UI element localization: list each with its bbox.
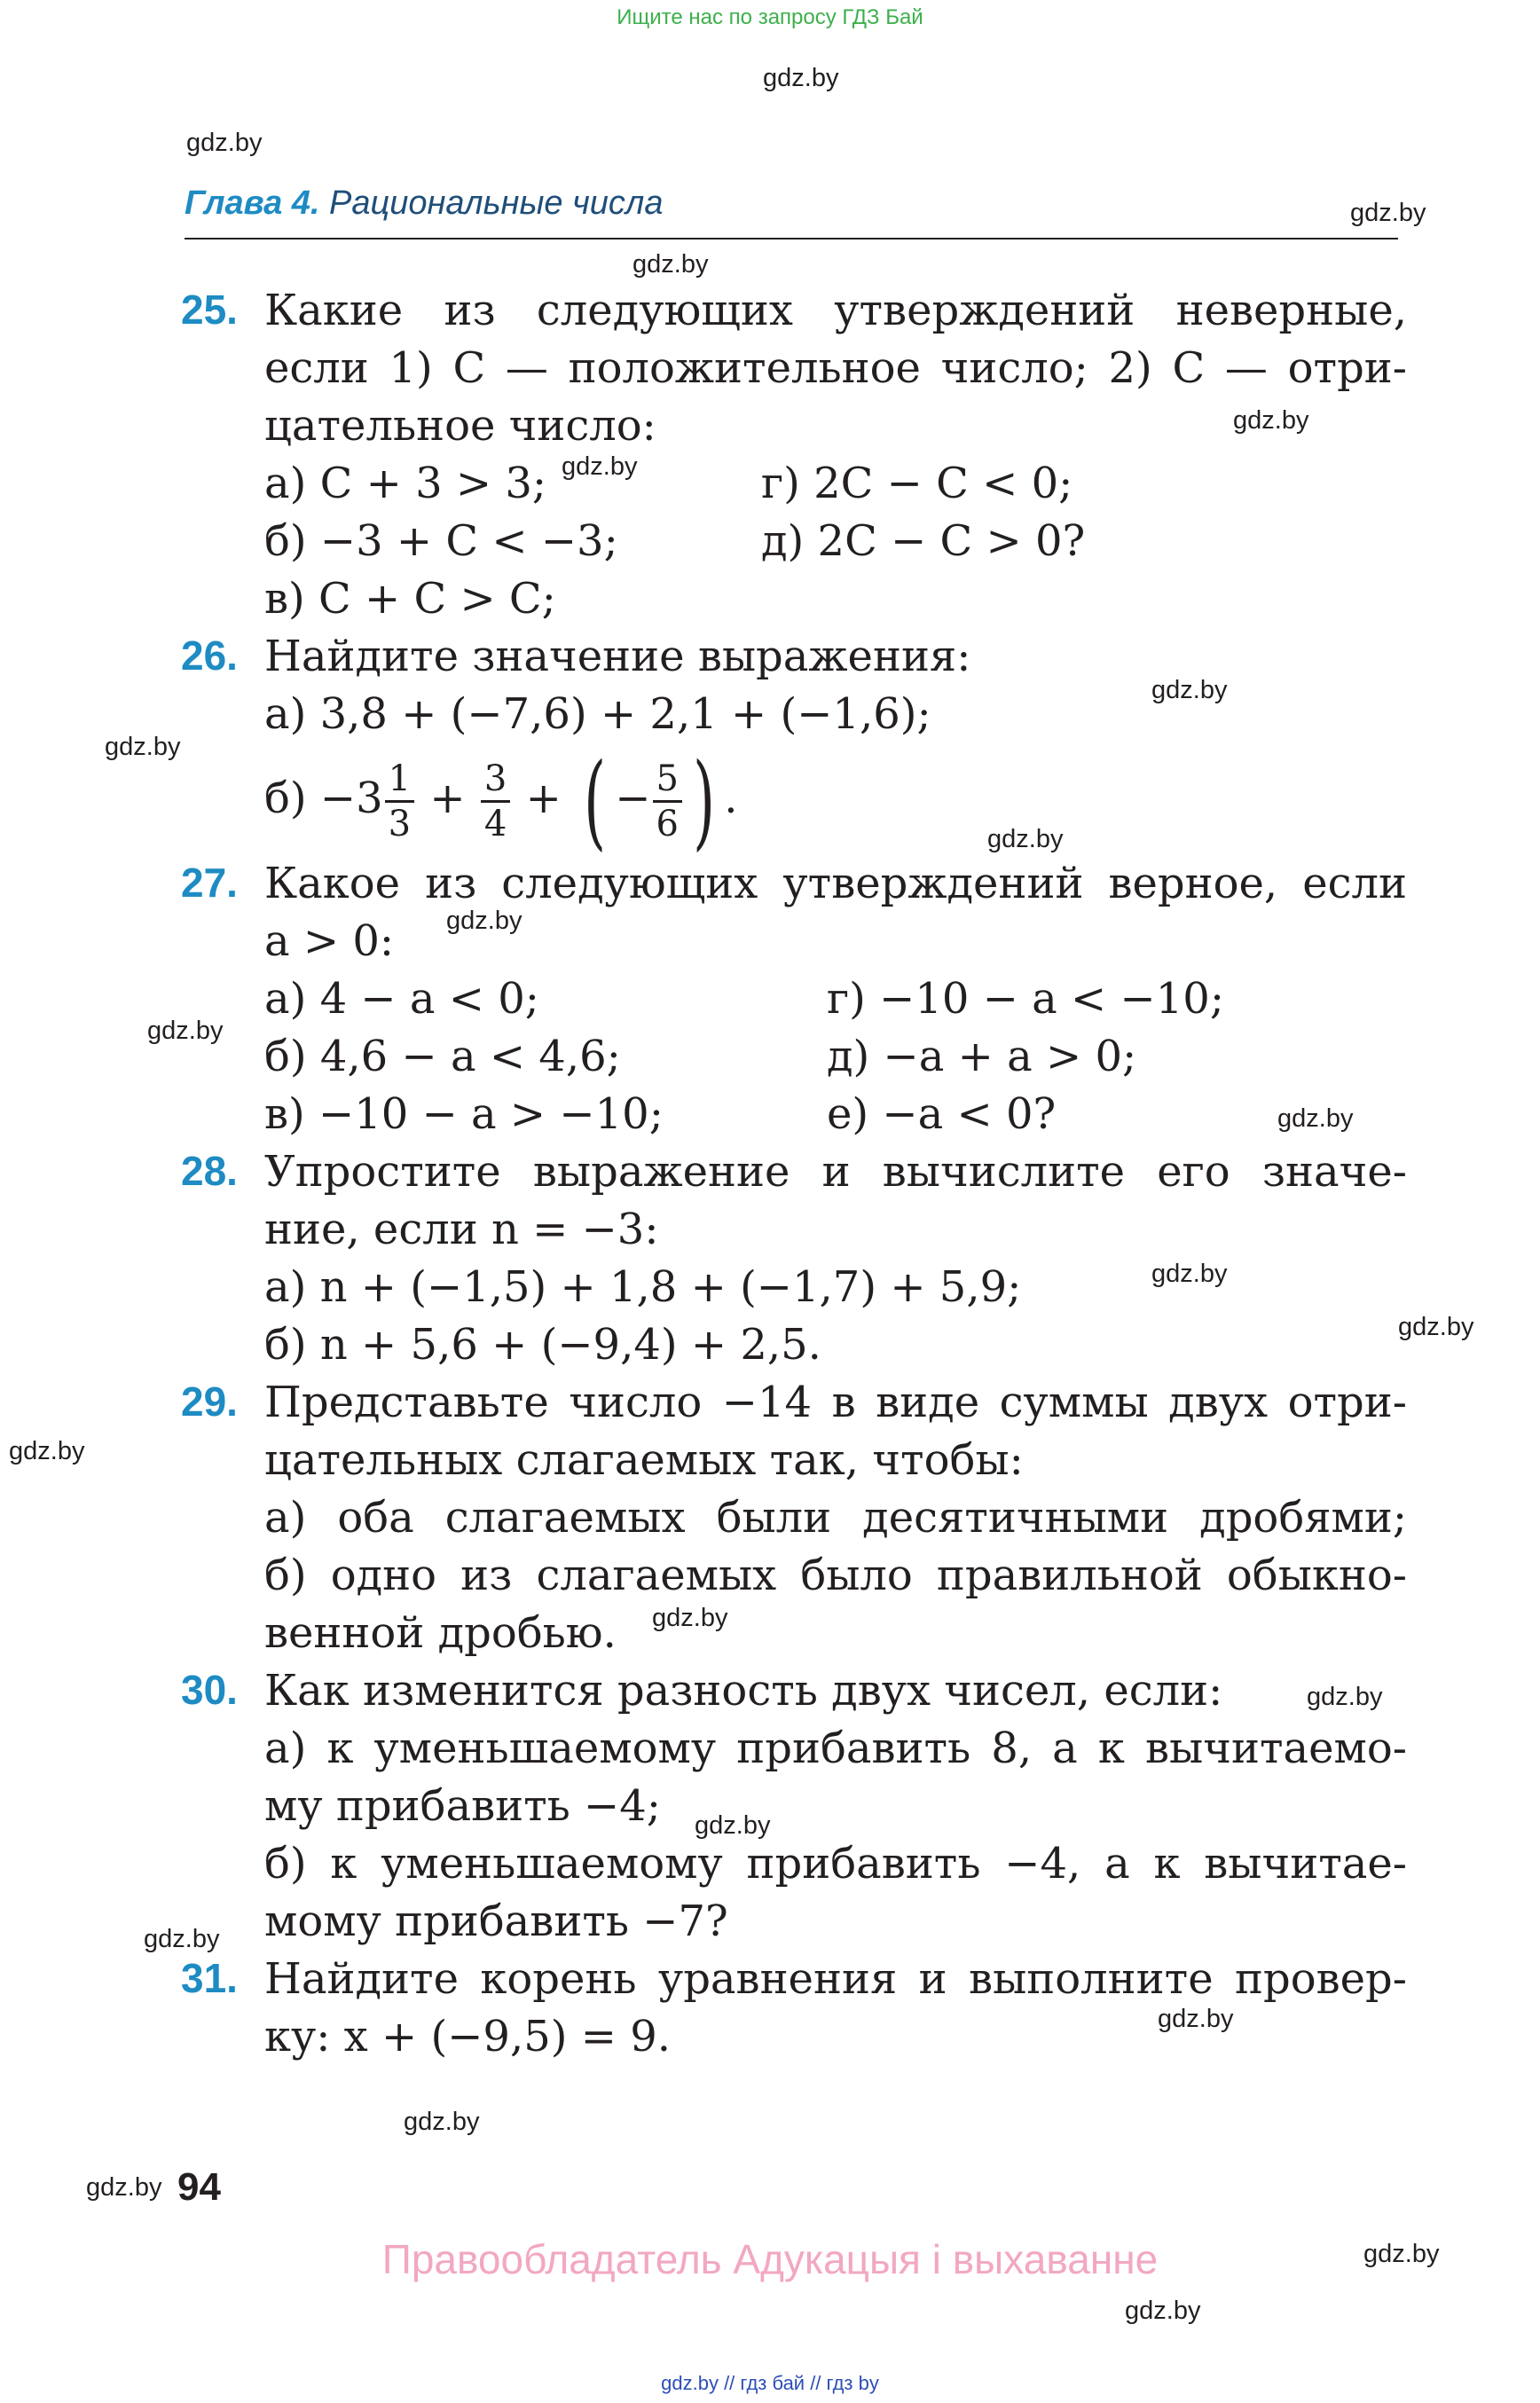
answer-option: а) C + 3 > 3; [264, 459, 547, 508]
watermark: gdz.by [9, 1437, 85, 1465]
watermark: gdz.by [186, 129, 263, 157]
answer-option: б) n + 5,6 + (−9,4) + 2,5. [264, 1320, 821, 1370]
expression-fractions [264, 741, 738, 861]
right-paren: ) [693, 741, 716, 861]
problem-number: 29. [181, 1378, 238, 1425]
problem-number: 30. [181, 1667, 238, 1713]
watermark: gdz.by [987, 825, 1064, 853]
problem-text: цательное число: [264, 401, 656, 451]
problem-text: мому прибавить −7? [264, 1896, 728, 1946]
watermark: gdz.by [1363, 2240, 1440, 2268]
problem-text: Какое из следующих утверждений верное, если [264, 859, 1407, 908]
problem-text: а) оба слагаемых были десятичными дробями; [264, 1493, 1407, 1543]
watermark: gdz.by [147, 1017, 224, 1045]
fraction [653, 758, 682, 845]
answer-option: а) 3,8 + (−7,6) + 2,1 + (−1,6); [264, 689, 931, 739]
watermark: gdz.by [562, 452, 638, 481]
fraction [385, 758, 414, 845]
watermark: gdz.by [105, 733, 181, 761]
rights-holder: Правообладатель Адукацыя і выхаванне [381, 2236, 1159, 2282]
problem-number: 27. [181, 860, 238, 906]
problem-text: венной дробью. [264, 1608, 617, 1658]
chapter-heading [185, 185, 663, 223]
problem-number: 31. [181, 1955, 238, 2001]
watermark: gdz.by [1233, 406, 1309, 435]
footer-links[interactable]: gdz.by // гдз бай // гдз by [661, 2372, 879, 2394]
mixed-number-whole: б) −3 [264, 774, 383, 823]
watermark: gdz.by [1350, 199, 1426, 227]
watermark: gdz.by [1398, 1313, 1474, 1341]
numerator: 3 [481, 758, 510, 803]
problem-text: цательных слагаемых так, чтобы: [264, 1435, 1024, 1485]
problem-number: 28. [181, 1148, 238, 1194]
numerator: 1 [385, 758, 414, 803]
answer-option: в) C + C > C; [264, 574, 556, 624]
answer-option: д) −a + a > 0; [827, 1032, 1137, 1081]
watermark: gdz.by [404, 2108, 480, 2136]
problem-text: a > 0: [264, 916, 395, 966]
denominator: 3 [388, 804, 412, 844]
watermark: gdz.by [1307, 1683, 1383, 1711]
chapter-title: Рациональные числа [329, 185, 664, 222]
watermark: gdz.by [144, 1925, 220, 1953]
problem-text: ку: x + (−9,5) = 9. [264, 2012, 672, 2061]
watermark: gdz.by [1151, 676, 1228, 704]
problem-text: Представьте число −14 в виде суммы двух отри- [264, 1378, 1407, 1427]
numerator: 5 [653, 758, 682, 803]
plus-sign: + [429, 774, 466, 823]
watermark: gdz.by [695, 1811, 771, 1840]
problem-text: если 1) C — положительное число; 2) C — отри- [264, 343, 1407, 393]
answer-option: е) −a < 0? [827, 1089, 1057, 1139]
problem-text: б) к уменьшаемому прибавить −4, а к вычитае- [264, 1839, 1407, 1889]
answer-option: д) 2C − C > 0? [761, 516, 1086, 566]
problem-text: Упростите выражение и вычислите его значе- [264, 1147, 1407, 1197]
denominator: 4 [483, 804, 507, 844]
watermark: gdz.by [1151, 1260, 1228, 1288]
answer-option: а) n + (−1,5) + 1,8 + (−1,7) + 5,9; [264, 1262, 1022, 1312]
answer-option: г) 2C − C < 0; [761, 459, 1073, 508]
watermark: gdz.by [86, 2173, 162, 2202]
answer-option: б) −3 + C < −3; [264, 516, 618, 566]
plus-sign: + [525, 774, 562, 823]
watermark: gdz.by [1277, 1104, 1354, 1133]
top-banner[interactable]: Ищите нас по запросу ГДЗ Бай [617, 5, 923, 29]
answer-option: г) −10 − a < −10; [827, 974, 1224, 1024]
problem-number: 26. [181, 632, 238, 679]
period: . [724, 774, 738, 823]
answer-option: б) 4,6 − a < 4,6; [264, 1032, 621, 1081]
watermark: gdz.by [446, 907, 522, 935]
watermark: gdz.by [763, 64, 839, 92]
left-paren: ( [584, 741, 607, 861]
header-divider [185, 238, 1398, 240]
problem-text: му прибавить −4; [264, 1781, 661, 1831]
problem-text: ние, если n = −3: [264, 1205, 659, 1254]
problem-text: Какие из следующих утверждений неверные, [264, 286, 1407, 335]
watermark: gdz.by [632, 250, 709, 279]
watermark: gdz.by [652, 1604, 728, 1632]
problem-number: 25. [181, 287, 238, 333]
fraction [481, 758, 510, 845]
problem-text: Найдите значение выражения: [264, 632, 971, 681]
watermark: gdz.by [1125, 2297, 1201, 2325]
watermark: gdz.by [1158, 2005, 1234, 2033]
problem-text: Найдите корень уравнения и выполните провер- [264, 1954, 1407, 2004]
problem-text: Как изменится разность двух чисел, если: [264, 1666, 1223, 1716]
chapter-label: Глава 4. [185, 185, 320, 222]
problem-text: а) к уменьшаемому прибавить 8, а к вычитаемо- [264, 1724, 1407, 1773]
denominator: 6 [656, 804, 679, 844]
minus-sign: − [615, 774, 651, 823]
answer-option: а) 4 − a < 0; [264, 974, 539, 1024]
page-number: 94 [177, 2165, 221, 2209]
answer-option: в) −10 − a > −10; [264, 1089, 664, 1139]
problem-text: б) одно из слагаемых было правильной обыкно- [264, 1551, 1407, 1600]
